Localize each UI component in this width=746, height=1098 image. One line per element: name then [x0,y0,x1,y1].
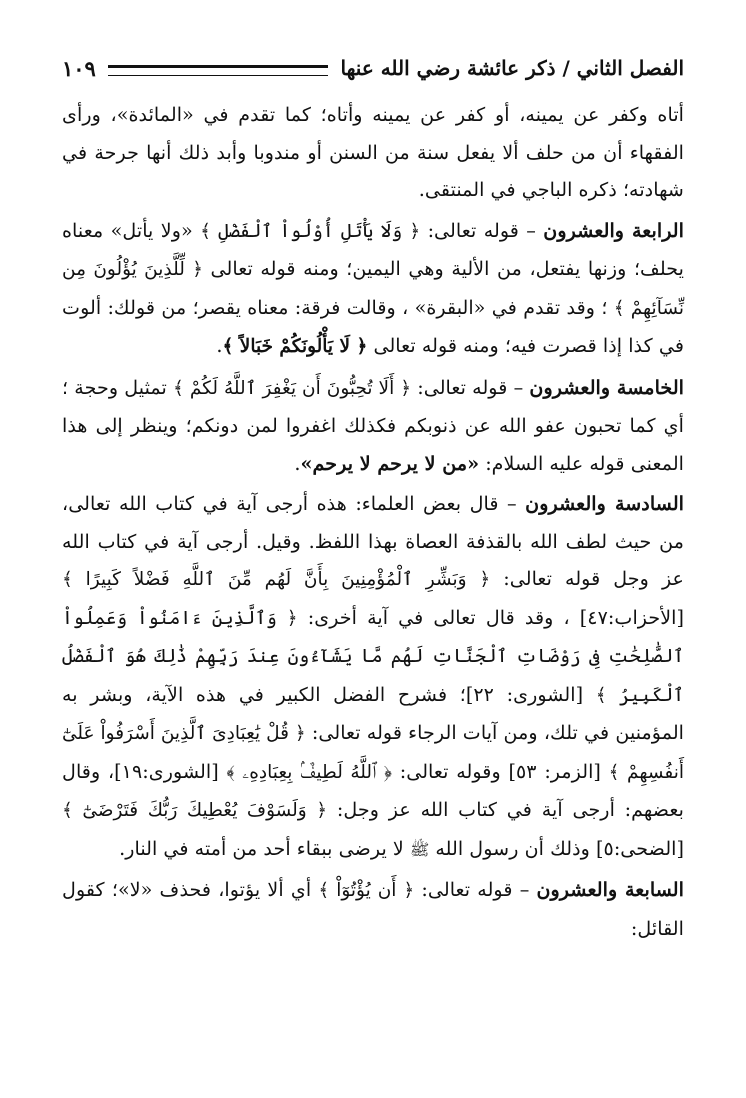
page-body [62,96,684,947]
hadith-quote: «من لا يرحم لا يرحم» [300,451,480,475]
quran-quote: ﴿ لِّلَّذِينَ يُؤْلُونَ مِن نِّسَآئِهِمْ ﴾ [62,259,685,319]
quran-quote: ﴿ وَٱلَّذِينَ ءَامَنُواْ وَعَمِلُواْ ٱلصَّٰلِحَٰتِ فِى رَوْضَاتِ ٱلْجَنَّاتِ لَهُم مَّا يَشَآءُونَ عِندَ رَبِّهِمْ ذَٰلِكَ هُوَ ٱلْفَضْلُ ٱلْكَبِيرُ ﴾ [62,607,684,706]
quran-quote: ﴿ وَبَشِّرِ ٱلْمُؤْمِنِينَ بِأَنَّ لَهُم مِّنَ ٱللَّهِ فَضْلاً كَبِيرًا ﴾ [62,569,491,590]
quran-quote: ﴿ أَن يُؤْتُوٓاْ ﴾ [318,880,415,901]
salawat-symbol: ﷺ [409,839,430,859]
section-heading: الخامسة والعشرون [529,375,684,399]
paragraph-27 [62,871,684,947]
quran-quote: ﴿ وَلَسَوْفَ يُعْطِيكَ رَبُّكَ فَتَرْضَىٰٓ ﴾ [62,800,328,821]
section-heading: الرابعة والعشرون [543,218,684,242]
paragraph-text: لا يرضى ببقاء أحد من أمته في النار. [119,836,410,860]
paragraph-text: أتاه وكفر عن يمينه، أو كفر عن يمينه وأتاه؛ كما تقدم في «المائدة»، ورأى الفقهاء أن من حلف ألا يفعل سنة من السنن أو مندوبا وأبد ذلك أنها جرحة في شهادته؛ ذكره الباجي في المنتقى. [62,103,684,201]
paragraph-text: . [294,451,301,475]
paragraph-text: [الزمر: ٥٣] وقوله تعالى: [392,759,609,783]
quran-quote: ﴿ لَا يَأْلُونَكُمْ خَبَالاً ﴾ [222,336,368,357]
paragraph-text: ؛ وقد تقدم في «البقرة» ، وقالت فرقة: معناه يقصر؛ من قولك: ألوت في كذا إذا قصرت فيه؛ ومنه قوله تعالى [62,295,684,357]
paragraph-text: – قال بعض العلماء: هذه أرجى آية في كتاب الله تعالى، من حيث لطف الله بالقذفة العصاة بهذا اللفظ. وقيل. أرجى آية في كتاب الله عز وجل قوله تعالى: [62,492,684,590]
paragraph-text: [الشورى:١٩]، وقال بعضهم: أرجى آية في كتاب الله عز وجل: [62,759,684,821]
paragraph-text: – قوله تعالى: [414,878,537,901]
paragraph-text: . [216,334,223,357]
section-heading: السادسة والعشرون [525,492,684,515]
section-heading: السابعة والعشرون [536,878,684,901]
paragraph-text: [الشورى: ٢٢]؛ فشرح الفضل الكبير في هذه الآية، وبشر به المؤمنين في تلك، ومن آيات الرجاء قوله تعالى: [62,682,684,744]
paragraph-text: تمثيل وحجة ؛ أي كما تحبون عفو الله عن ذنوبكم فكذلك اغفروا لمن دونكم؛ وينظر إلى هذا المعنى قوله عليه السلام: [62,375,684,475]
paragraph-26 [62,485,684,868]
paragraph-text: – قوله تعالى: [411,375,530,399]
running-title: الفصل الثاني / ذكر عائشة رضي الله عنها [340,56,684,80]
quran-quote: ﴿ أَلَا تُحِبُّونَ أَن يَغْفِرَ ٱللَّهُ لَكُمْ ﴾ [173,377,412,399]
paragraph-text: «ولا يأتل» معناه يحلف؛ وزنها يفتعل، من الألية وهي اليمين؛ ومنه قوله تعالى [62,218,684,280]
paragraph-text: [الضحى:٥] وذلك أن رسول الله [429,836,684,860]
quran-quote: ﴿ قُلْ يَٰعِبَادِىَ ٱلَّذِينَ أَسْرَفُواْ عَلَىٰٓ أَنفُسِهِمْ ﴾ [62,723,685,783]
page-number: ١٠٩ [62,55,96,81]
paragraph-text: [الأحزاب:٤٧] ، وقد قال تعالى في آية أخرى: [297,605,684,629]
running-header [62,48,684,88]
paragraph-25 [62,369,684,483]
quran-quote: ﴿ وَلَا يَأْتَلِ أُوْلُواْ ٱلْفَضْلِ ﴾ [200,220,421,242]
paragraph-continuation [62,96,684,209]
header-rule [108,65,329,76]
paragraph-text: أي ألا يؤتوا، فحذف «لا»؛ كقول القائل: [62,878,684,940]
paragraph-text: – قوله تعالى: [420,218,544,242]
quran-quote: ﴿ ٱللَّهُ لَطِيفٌۢ بِعِبَادِهِۦ ﴾ [226,761,392,783]
paragraph-24 [62,212,684,366]
